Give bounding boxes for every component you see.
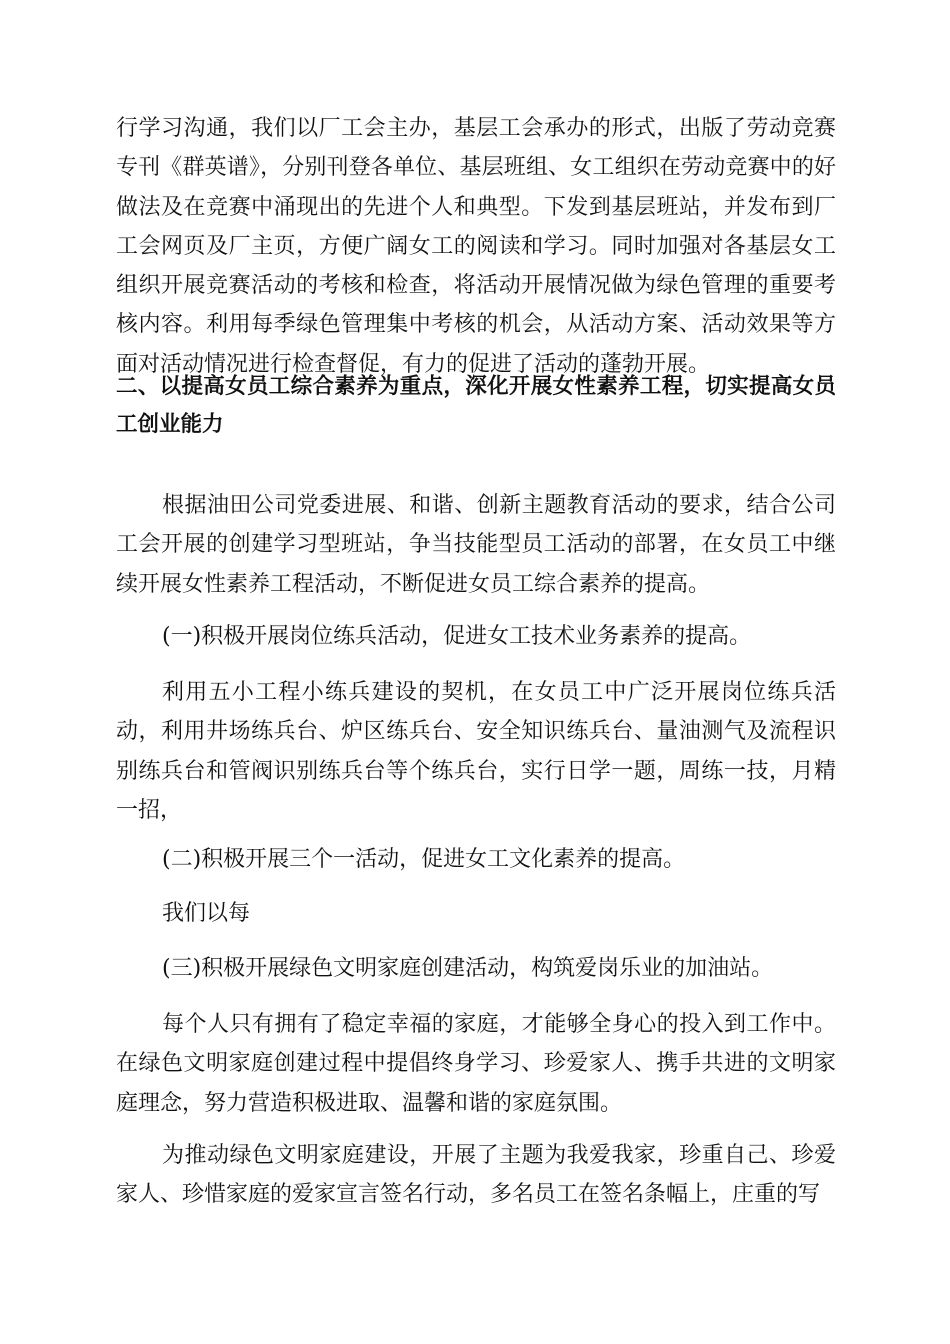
subheading-1: (一)积极开展岗位练兵活动，促进女工技术业务素养的提高。 — [162, 624, 752, 649]
body-paragraph-5: 每个人只有拥有了稳定幸福的家庭，才能够全身心的投入到工作中。在绿色文明家庭创建过程中提倡终身学习、珍爱家人、携手共进的文明家庭理念，努力营造积极进取、温馨和谐的家庭氛围。 — [116, 1012, 836, 1116]
subheading-3: (三)积极开展绿色文明家庭创建活动，构筑爱岗乐业的加油站。 — [162, 956, 774, 981]
body-paragraph-6: 为推动绿色文明家庭建设，开展了主题为我爱我家，珍重自己、珍爱家人、珍惜家庭的爱家宣言签名行动，多名员工在签名条幅上，庄重的写 — [116, 1143, 836, 1208]
body-paragraph-3: 利用五小工程小练兵建设的契机，在女员工中广泛开展岗位练兵活动，利用井场练兵台、炉区练兵台、安全知识练兵台、量油测气及流程识别练兵台和管阀识别练兵台等个练兵台，实行日学一题，周练一技，月精一招， — [116, 680, 836, 823]
section-heading-2: 二、以提高女员工综合素养为重点，深化开展女性素养工程，切实提高女员工创业能力 — [116, 374, 836, 437]
body-paragraph-1: 行学习沟通，我们以厂工会主办，基层工会承办的形式，出版了劳动竞赛专刊《群英谱》，分别刊登各单位、基层班组、女工组织在劳动竞赛中的好做法及在竞赛中涌现出的先进个人和典型。下发到基层班站，并发布到厂工会网页及厂主页，方便广阔女工的阅读和学习。同时加强对各基层女工组织开展竞赛活动的考核和检查，将活动开展情况做为绿色管理的重要考核内容。利用每季绿色管理集中考核的机会，从活动方案、活动效果等方面对活动情况进行检查督促，有力的促进了活动的蓬勃开展。 — [116, 116, 836, 377]
body-paragraph-2: 根据油田公司党委进展、和谐、创新主题教育活动的要求，结合公司工会开展的创建学习型班站，争当技能型员工活动的部署，在女员工中继续开展女性素养工程活动，不断促进女员工综合素养的提高。 — [116, 493, 836, 597]
body-paragraph-4: 我们以每 — [162, 901, 251, 926]
subheading-2: (二)积极开展三个一活动，促进女工文化素养的提高。 — [162, 847, 686, 872]
